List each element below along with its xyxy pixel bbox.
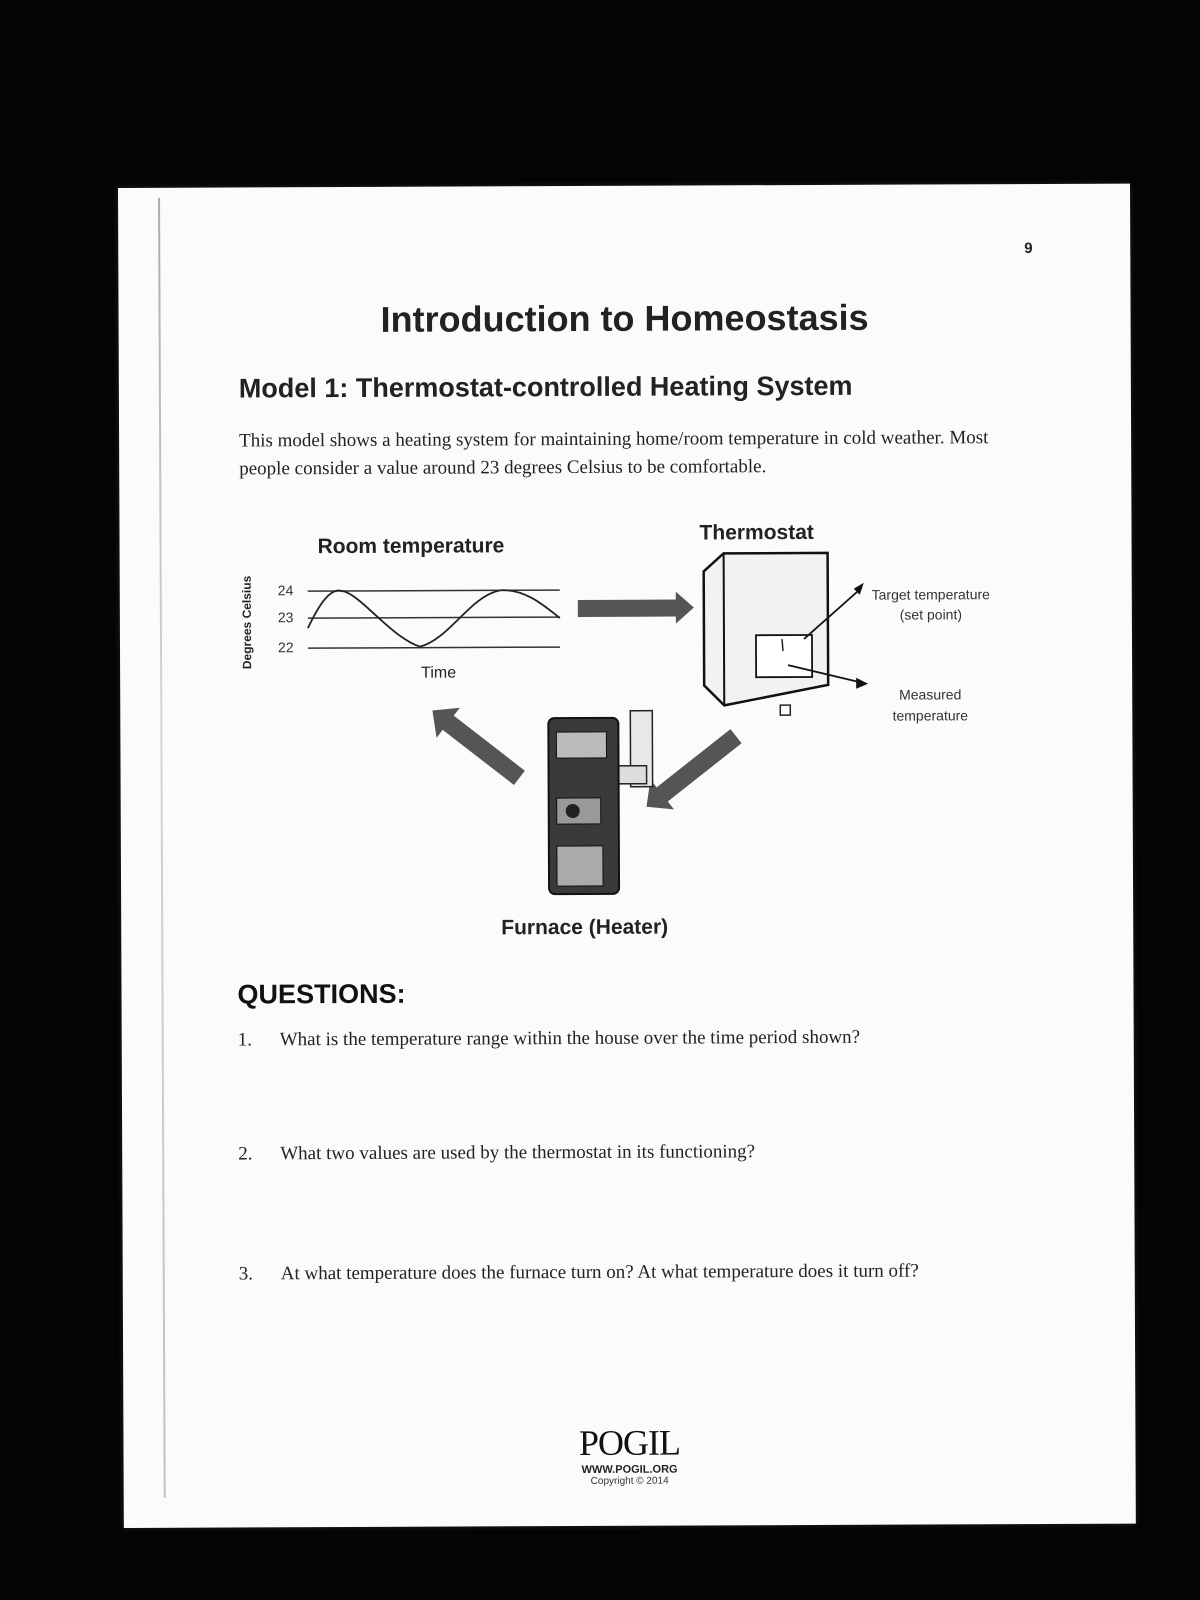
thermostat-device [704, 553, 869, 716]
logo-brand: POGIL [578, 1422, 681, 1464]
question-number: 1. [237, 1029, 253, 1051]
y-tick-22: 22 [277, 639, 294, 656]
question-text: What two values are used by the thermostat in its functioning? [280, 1141, 756, 1165]
gridline-22 [308, 647, 560, 648]
logo-site: WWW.POGIL.ORG [581, 1463, 678, 1476]
temperature-graph [308, 590, 560, 649]
target-temperature-label [856, 584, 1006, 625]
intro-paragraph: This model shows a heating system for maintaining home/room temperature in cold weather. Most people consider a value around 23 degrees Celsius to be comfortable. [239, 427, 989, 480]
question-text: What is the temperature range within the house over the time period shown? [279, 1026, 861, 1051]
questions-heading: QUESTIONS: [237, 978, 406, 1010]
question-number: 2. [238, 1143, 253, 1165]
model-title: Model 1: Thermostat-controlled Heating System [238, 370, 853, 404]
y-tick-23: 23 [277, 609, 294, 626]
target-label-line2: (set point) [899, 606, 963, 623]
measured-label-line1: Measured [899, 686, 962, 703]
room-temperature-label: Room temperature [317, 534, 505, 559]
worksheet-page [118, 184, 1136, 1528]
arrow-to-room [421, 695, 531, 792]
x-axis-label: Time [421, 664, 457, 682]
logo-copyright: Copyright © 2014 [590, 1475, 669, 1487]
question-number: 3. [238, 1263, 254, 1285]
page-number: 9 [1024, 240, 1033, 258]
measured-temperature-label [860, 684, 1000, 727]
gridline-23 [308, 617, 560, 618]
thermostat-label: Thermostat [699, 520, 814, 545]
y-axis-label: Degrees Celsius [239, 575, 255, 670]
arrow-to-thermostat [578, 591, 694, 624]
question-1 [237, 1024, 1038, 1051]
measured-label-line2: temperature [892, 707, 969, 724]
target-label-line1: Target temperature [871, 586, 990, 603]
furnace-label: Furnace (Heater) [501, 915, 669, 940]
y-tick-24: 24 [277, 582, 294, 599]
page-title: Introduction to Homeostasis [380, 296, 869, 340]
heating-system-diagram [118, 184, 1133, 968]
furnace-heater [548, 711, 653, 894]
question-text: At what temperature does the furnace turn on? At what temperature does it turn off? [280, 1260, 919, 1285]
pogil-logo [123, 1420, 1135, 1489]
gridline-24 [308, 590, 560, 591]
question-3 [238, 1258, 1039, 1285]
question-2 [238, 1138, 1038, 1165]
